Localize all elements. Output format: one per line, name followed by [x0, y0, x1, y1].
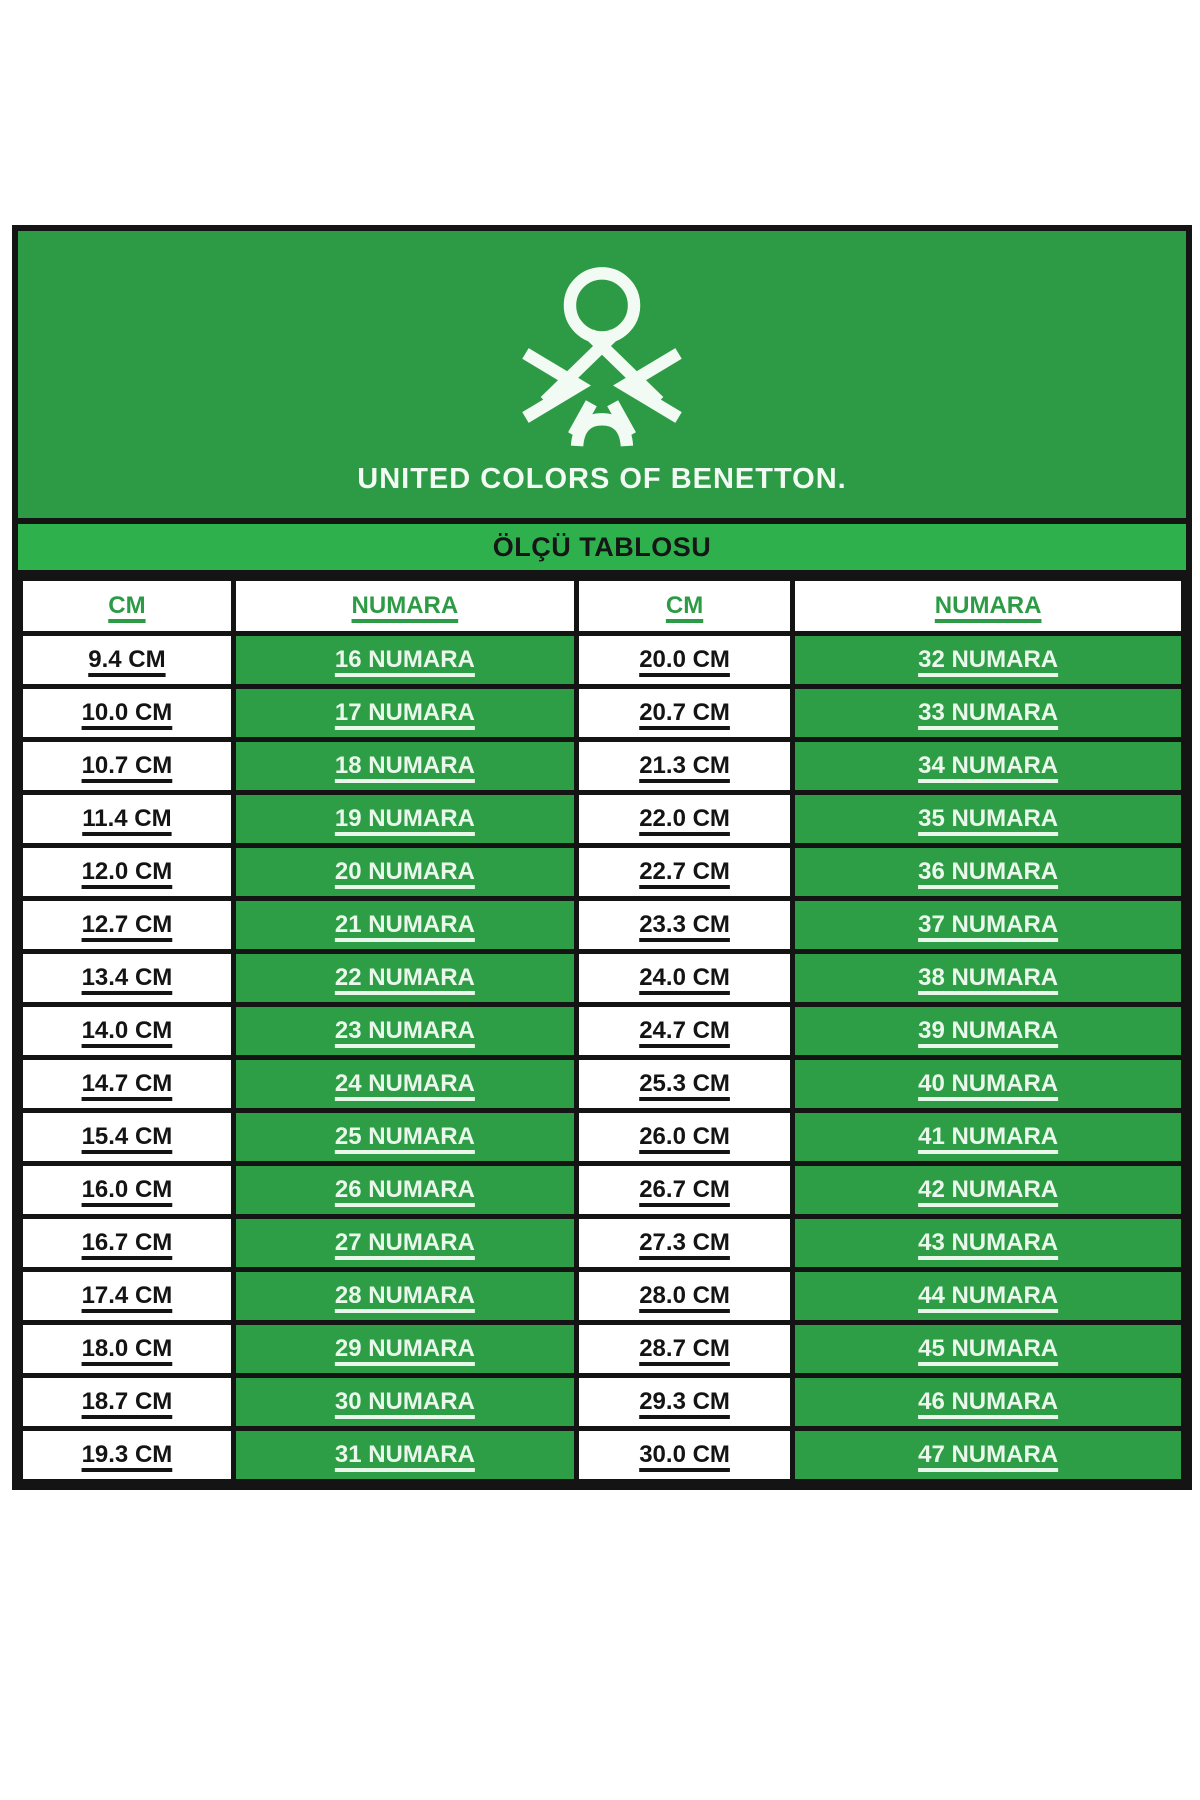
- table-row: [21, 1005, 1184, 1058]
- cm-value-cell: [576, 1111, 792, 1164]
- cm-value: 22.7 CM: [639, 858, 730, 885]
- cm-value-cell: [21, 1058, 234, 1111]
- cm-value: 14.0 CM: [81, 1017, 173, 1044]
- cm-value-cell: [576, 1376, 792, 1429]
- cm-value: 25.3 CM: [639, 1070, 730, 1097]
- cm-value: 23.3 CM: [639, 911, 730, 938]
- cm-value-cell: [21, 952, 234, 1005]
- cm-value: 26.7 CM: [639, 1176, 730, 1203]
- numara-value: 27 NUMARA: [334, 1229, 475, 1256]
- table-row: [21, 1058, 1184, 1111]
- table-row: [21, 634, 1184, 687]
- numara-value-cell: [233, 687, 576, 740]
- numara-value: 37 NUMARA: [918, 911, 1059, 938]
- cm-value-cell: [21, 687, 234, 740]
- cm-value: 27.3 CM: [639, 1229, 730, 1256]
- numara-value: 33 NUMARA: [918, 699, 1059, 726]
- cm-value-cell: [21, 899, 234, 952]
- cm-value-cell: [576, 1429, 792, 1482]
- numara-value: 25 NUMARA: [334, 1123, 475, 1150]
- numara-value-cell: [233, 1270, 576, 1323]
- numara-value-cell: [793, 1429, 1184, 1482]
- table-row: [21, 1217, 1184, 1270]
- numara-value: 36 NUMARA: [918, 858, 1059, 885]
- numara-value-cell: [793, 952, 1184, 1005]
- numara-value-cell: [793, 1164, 1184, 1217]
- cm-value-cell: [576, 1270, 792, 1323]
- numara-value: 26 NUMARA: [334, 1176, 475, 1203]
- cm-value-cell: [576, 1323, 792, 1376]
- cm-value-cell: [576, 846, 792, 899]
- cm-value-cell: [21, 1217, 234, 1270]
- numara-value: 47 NUMARA: [918, 1441, 1059, 1468]
- numara-value: 16 NUMARA: [334, 646, 475, 673]
- numara-value-cell: [233, 1111, 576, 1164]
- cm-value-cell: [576, 952, 792, 1005]
- numara-value-cell: [233, 793, 576, 846]
- numara-value-cell: [233, 1058, 576, 1111]
- numara-value: 32 NUMARA: [918, 646, 1059, 673]
- cm-value-cell: [21, 846, 234, 899]
- benetton-knot-icon: [513, 259, 691, 455]
- cm-value: 18.0 CM: [81, 1335, 173, 1362]
- cm-value-cell: [576, 1217, 792, 1270]
- numara-value-cell: [793, 1270, 1184, 1323]
- cm-value: 29.3 CM: [639, 1388, 730, 1415]
- numara-value-cell: [233, 1005, 576, 1058]
- numara-value-cell: [793, 1323, 1184, 1376]
- numara-value: 19 NUMARA: [334, 805, 475, 832]
- header-cm-left: CM: [21, 579, 234, 634]
- cm-value-cell: [576, 740, 792, 793]
- cm-value: 28.0 CM: [639, 1282, 730, 1309]
- cm-value-cell: [576, 634, 792, 687]
- numara-value: 43 NUMARA: [918, 1229, 1059, 1256]
- table-row: [21, 1376, 1184, 1429]
- table-row: [21, 1270, 1184, 1323]
- brand-wordmark: UNITED COLORS OF BENETTON.: [357, 463, 847, 495]
- numara-value: 21 NUMARA: [334, 911, 475, 938]
- cm-value: 12.7 CM: [81, 911, 173, 938]
- cm-value-cell: [21, 1005, 234, 1058]
- numara-value-cell: [793, 1005, 1184, 1058]
- numara-value: 17 NUMARA: [334, 699, 475, 726]
- cm-value: 26.0 CM: [639, 1123, 730, 1150]
- numara-value: 39 NUMARA: [918, 1017, 1059, 1044]
- cm-value-cell: [21, 740, 234, 793]
- cm-value-cell: [576, 899, 792, 952]
- numara-value-cell: [233, 1164, 576, 1217]
- numara-value-cell: [793, 899, 1184, 952]
- numara-value: 34 NUMARA: [918, 752, 1059, 779]
- numara-value: 23 NUMARA: [334, 1017, 475, 1044]
- numara-value-cell: [233, 899, 576, 952]
- cm-value-cell: [21, 1376, 234, 1429]
- cm-value-cell: [576, 1164, 792, 1217]
- numara-value-cell: [233, 1429, 576, 1482]
- table-row: [21, 687, 1184, 740]
- cm-value-cell: [576, 1005, 792, 1058]
- cm-value-cell: [21, 1111, 234, 1164]
- numara-value-cell: [793, 687, 1184, 740]
- numara-value-cell: [233, 634, 576, 687]
- cm-value: 11.4 CM: [82, 805, 172, 832]
- table-row: [21, 952, 1184, 1005]
- cm-value: 30.0 CM: [639, 1441, 730, 1468]
- numara-value-cell: [793, 1058, 1184, 1111]
- cm-value: 14.7 CM: [81, 1070, 173, 1097]
- numara-value: 46 NUMARA: [918, 1388, 1059, 1415]
- cm-value-cell: [21, 793, 234, 846]
- numara-value-cell: [233, 1376, 576, 1429]
- numara-value: 40 NUMARA: [918, 1070, 1059, 1097]
- size-table-header: [21, 579, 1184, 634]
- numara-value: 22 NUMARA: [334, 964, 475, 991]
- cm-value: 20.0 CM: [639, 646, 730, 673]
- cm-value: 15.4 CM: [81, 1123, 173, 1150]
- numara-value: 41 NUMARA: [918, 1123, 1059, 1150]
- numara-value-cell: [233, 1217, 576, 1270]
- numara-value-cell: [793, 740, 1184, 793]
- numara-value: 45 NUMARA: [918, 1335, 1059, 1362]
- cm-value: 10.7 CM: [81, 752, 173, 779]
- numara-value-cell: [793, 793, 1184, 846]
- table-row: [21, 1164, 1184, 1217]
- numara-value-cell: [233, 740, 576, 793]
- cm-value: 12.0 CM: [81, 858, 173, 885]
- cm-value-cell: [21, 1270, 234, 1323]
- title-band: [18, 518, 1186, 576]
- header-row: [21, 579, 1184, 634]
- cm-value-cell: [576, 687, 792, 740]
- page-title: ÖLÇÜ TABLOSU: [492, 531, 712, 562]
- cm-value: 13.4 CM: [81, 964, 173, 991]
- cm-value-cell: [21, 1429, 234, 1482]
- table-row: [21, 1111, 1184, 1164]
- cm-value: 21.3 CM: [639, 752, 730, 779]
- cm-value: 24.0 CM: [639, 964, 730, 991]
- table-row: [21, 793, 1184, 846]
- cm-value: 19.3 CM: [81, 1441, 173, 1468]
- numara-value: 18 NUMARA: [334, 752, 475, 779]
- numara-value: 31 NUMARA: [334, 1441, 475, 1468]
- numara-value-cell: [793, 634, 1184, 687]
- numara-value: 38 NUMARA: [918, 964, 1059, 991]
- cm-value: 16.0 CM: [81, 1176, 173, 1203]
- table-row: [21, 846, 1184, 899]
- cm-value-cell: [576, 793, 792, 846]
- cm-value: 22.0 CM: [639, 805, 730, 832]
- numara-value: 29 NUMARA: [334, 1335, 475, 1362]
- table-row: [21, 1429, 1184, 1482]
- cm-value-cell: [576, 1058, 792, 1111]
- table-row: [21, 1323, 1184, 1376]
- cm-value: 24.7 CM: [639, 1017, 730, 1044]
- numara-value: 28 NUMARA: [334, 1282, 475, 1309]
- header-numara-right: NUMARA: [793, 579, 1184, 634]
- cm-value: 9.4 CM: [88, 646, 166, 673]
- cm-value: 17.4 CM: [81, 1282, 173, 1309]
- table-row: [21, 740, 1184, 793]
- cm-value: 16.7 CM: [81, 1229, 173, 1256]
- cm-value-cell: [21, 1323, 234, 1376]
- numara-value: 24 NUMARA: [334, 1070, 475, 1097]
- numara-value-cell: [233, 1323, 576, 1376]
- cm-value: 18.7 CM: [81, 1388, 173, 1415]
- numara-value: 35 NUMARA: [918, 805, 1059, 832]
- table-row: [21, 899, 1184, 952]
- numara-value-cell: [233, 846, 576, 899]
- numara-value: 20 NUMARA: [334, 858, 475, 885]
- cm-value-cell: [21, 634, 234, 687]
- numara-value-cell: [233, 952, 576, 1005]
- numara-value-cell: [793, 846, 1184, 899]
- cm-value: 28.7 CM: [639, 1335, 730, 1362]
- numara-value: 30 NUMARA: [334, 1388, 475, 1415]
- header-numara-left: NUMARA: [233, 579, 576, 634]
- cm-value: 10.0 CM: [81, 699, 173, 726]
- numara-value: 44 NUMARA: [918, 1282, 1059, 1309]
- cm-value-cell: [21, 1164, 234, 1217]
- size-table-body: [21, 634, 1184, 1482]
- numara-value-cell: [793, 1217, 1184, 1270]
- numara-value-cell: [793, 1111, 1184, 1164]
- size-table: [18, 576, 1186, 1484]
- brand-header: [18, 231, 1186, 518]
- numara-value: 42 NUMARA: [918, 1176, 1059, 1203]
- size-chart-sheet: [12, 225, 1192, 1490]
- cm-value: 20.7 CM: [639, 699, 730, 726]
- numara-value-cell: [793, 1376, 1184, 1429]
- header-cm-right: CM: [576, 579, 792, 634]
